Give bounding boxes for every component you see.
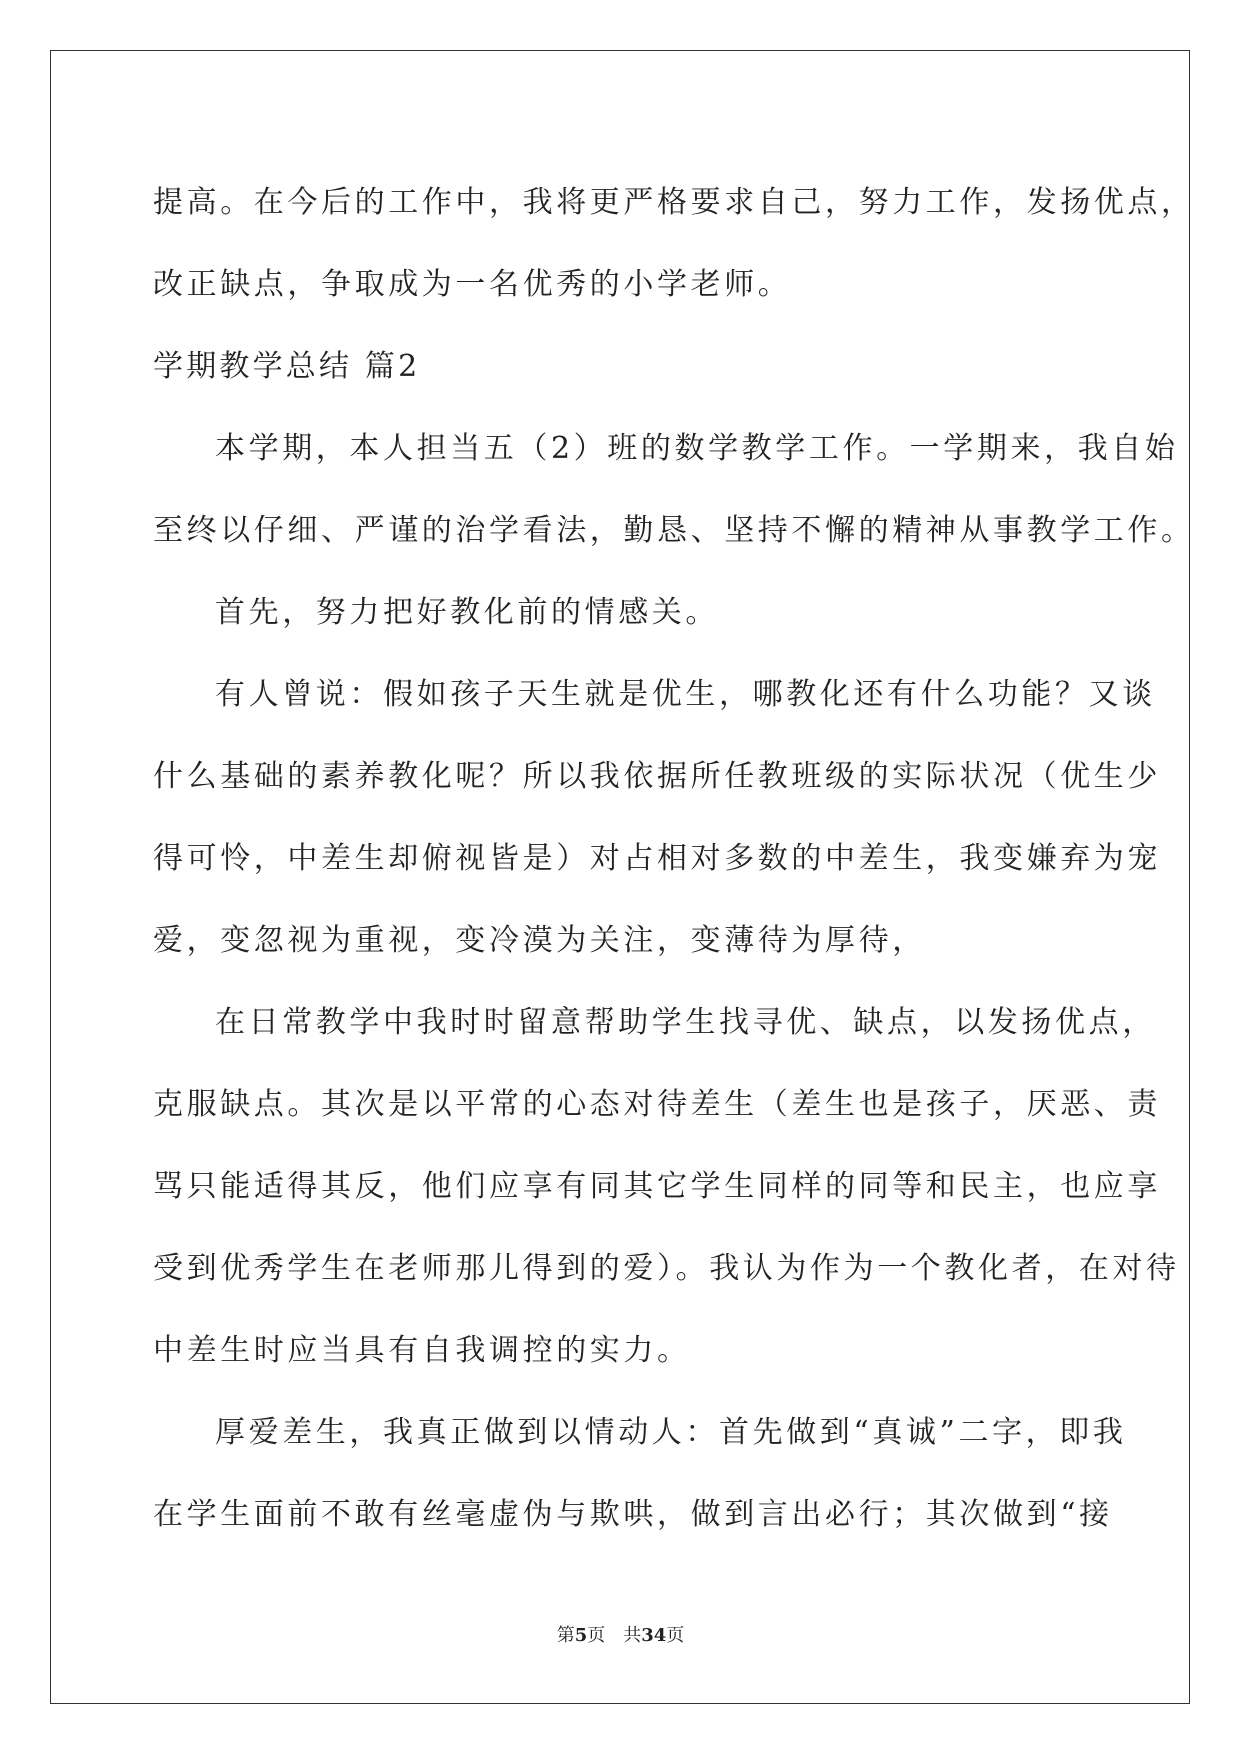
- text-line-7: 有人曾说：假如孩子天生就是优生，哪教化还有什么功能？又谈: [215, 677, 1156, 712]
- footer-middle: 页 共: [587, 1625, 642, 1646]
- text-line-16: 厚爱差生，我真正做到以情动人：首先做到“真诚”二字，即我: [215, 1415, 1127, 1450]
- text-line-1: 提高。在今后的工作中，我将更严格要求自己，努力工作，发扬优点，: [153, 185, 1195, 220]
- text-line-5: 至终以仔细、严谨的治学看法，勤恳、坚持不懈的精神从事教学工作。: [153, 513, 1195, 548]
- total-page-number: 34: [641, 1625, 667, 1646]
- current-page-number: 5: [574, 1625, 588, 1646]
- text-line-15: 中差生时应当具有自我调控的实力。: [153, 1333, 691, 1368]
- text-line-13: 骂只能适得其反，他们应享有同其它学生同样的同等和民主，也应享: [153, 1169, 1161, 1204]
- text-line-17: 在学生面前不敢有丝毫虚伪与欺哄，做到言出必行；其次做到“接: [153, 1497, 1113, 1532]
- text-line-11: 在日常教学中我时时留意帮助学生找寻优、缺点，以发扬优点，: [215, 1005, 1156, 1040]
- text-line-12: 克服缺点。其次是以平常的心态对待差生（差生也是孩子，厌恶、责: [153, 1087, 1161, 1122]
- text-line-8: 什么基础的素养教化呢？所以我依据所任教班级的实际状况（优生少: [153, 759, 1161, 794]
- section-heading: 学期教学总结 篇2: [153, 349, 421, 384]
- page-footer: [0, 1621, 1241, 1647]
- text-line-6: 首先，努力把好教化前的情感关。: [215, 595, 719, 630]
- text-line-10: 爱，变忽视为重视，变冷漠为关注，变薄待为厚待，: [153, 923, 926, 958]
- text-line-9: 得可怜，中差生却俯视皆是）对占相对多数的中差生，我变嫌弃为宠: [153, 841, 1161, 876]
- text-line-14: 受到优秀学生在老师那儿得到的爱）。我认为作为一个教化者，在对待: [153, 1251, 1180, 1286]
- footer-suffix: 页: [666, 1625, 685, 1646]
- document-body: [153, 162, 1195, 1556]
- text-line-4: 本学期，本人担当五（2）班的数学教学工作。一学期来，我自始: [215, 431, 1179, 466]
- text-line-2: 改正缺点，争取成为一名优秀的小学老师。: [153, 267, 792, 302]
- footer-prefix: 第: [556, 1625, 575, 1646]
